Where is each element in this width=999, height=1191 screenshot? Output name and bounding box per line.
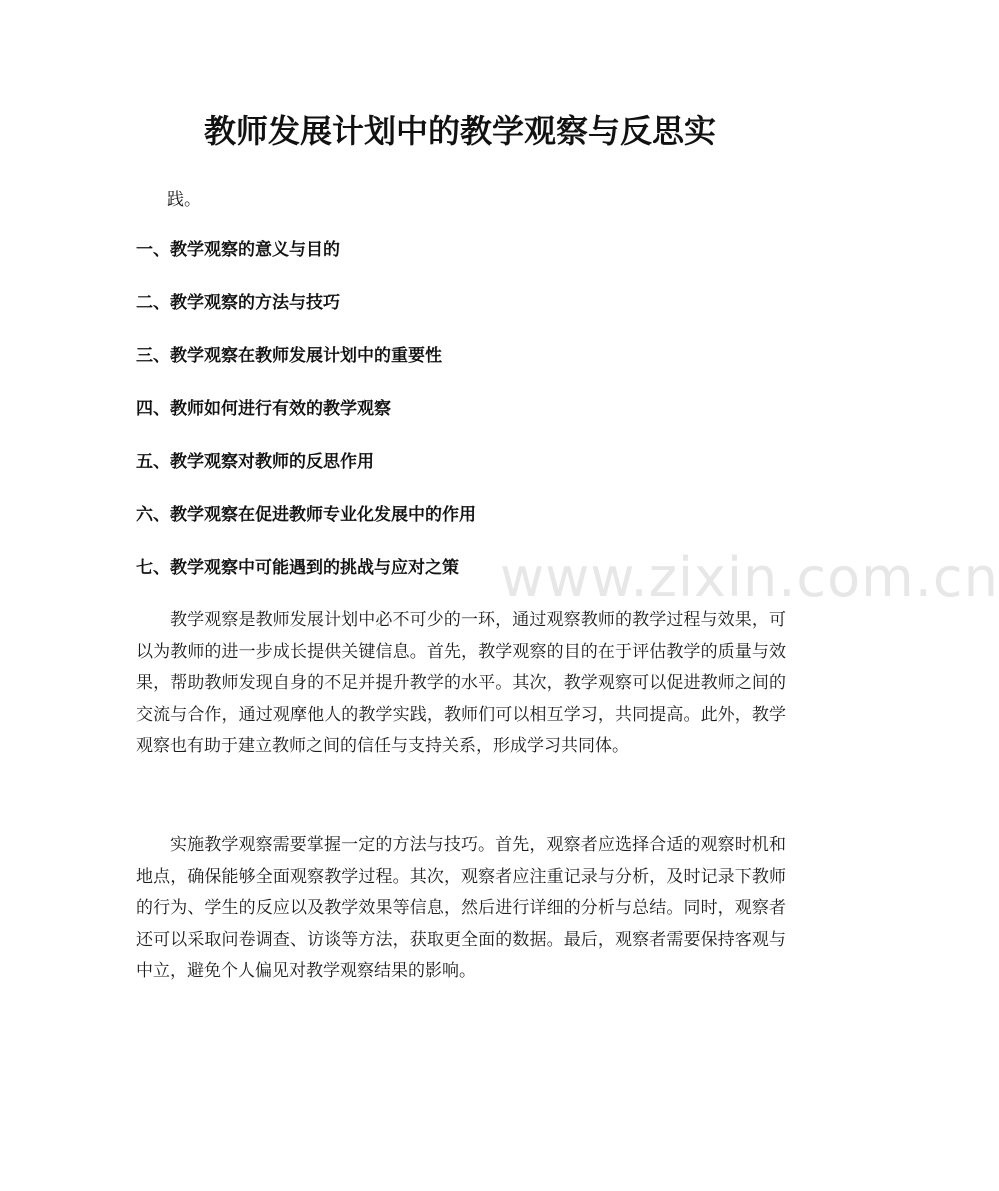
- watermark: www.zixin.com.cn: [500, 546, 999, 609]
- paragraph-2: 实施教学观察需要掌握一定的方法与技巧。首先，观察者应选择合适的观察时机和地点，确保能够全面观察教学过程。其次，观察者应注重记录与分析，及时记录下教师的行为、学生的反应以及教学效果等信息，然后进行详细的分析与总结。同时，观察者还可以采取问卷调查、访谈等方法，获取更全面的数据。最后，观察者需要保持客观与中立，避免个人偏见对教学观察结果的影响。: [136, 835, 786, 981]
- document-title: 教师发展计划中的教学观察与反思实: [203, 112, 716, 150]
- toc-item-3: 三、教学观察在教师发展计划中的重要性: [136, 346, 442, 366]
- toc-item-2: 二、教学观察的方法与技巧: [136, 293, 340, 313]
- toc-item-6: 六、教学观察在促进教师专业化发展中的作用: [136, 505, 476, 525]
- table-of-contents: [136, 236, 796, 607]
- title-continuation: 践。: [167, 190, 201, 210]
- toc-item-4: 四、教师如何进行有效的教学观察: [136, 399, 391, 419]
- toc-item-1: 一、教学观察的意义与目的: [136, 240, 340, 260]
- toc-item-7: 七、教学观察中可能遇到的挑战与应对之策: [136, 558, 459, 578]
- toc-item-5: 五、教学观察对教师的反思作用: [136, 452, 374, 472]
- paragraph-1: 教学观察是教师发展计划中必不可少的一环，通过观察教师的教学过程与效果，可以为教师的进一步成长提供关键信息。首先，教学观察的目的在于评估教学的质量与效果，帮助教师发现自身的不足并提升教学的水平。其次，教学观察可以促进教师之间的交流与合作，通过观摩他人的教学实践，教师们可以相互学习，共同提高。此外，教学观察也有助于建立教师之间的信任与支持关系，形成学习共同体。: [136, 610, 786, 756]
